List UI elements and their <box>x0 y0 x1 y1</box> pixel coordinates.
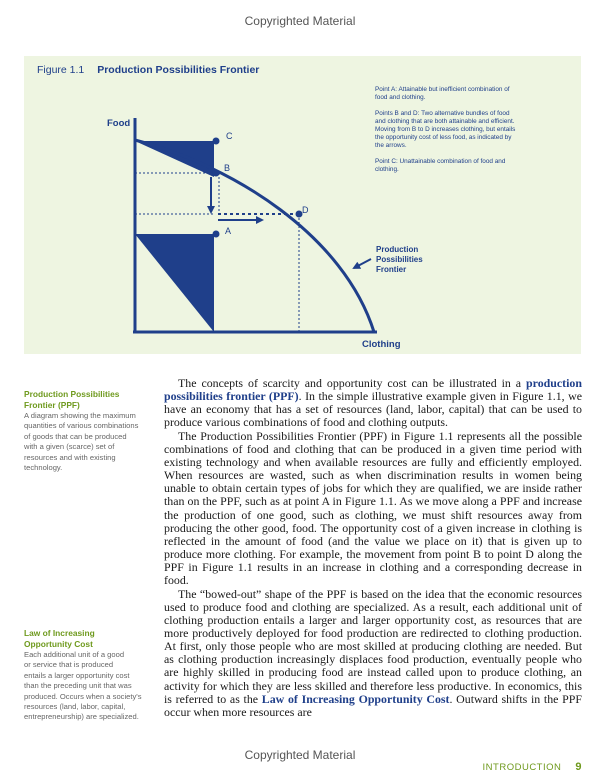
sidebar-definition-line: than the preceding unit that was <box>24 681 132 691</box>
y-axis-label: Food <box>107 118 131 129</box>
paragraph-3 <box>164 588 582 720</box>
p3-rest: . Outward shifts in the PPF occur when more resources are <box>164 691 583 719</box>
figure-number: Figure 1.1 <box>37 64 85 76</box>
sidebar-term-line: Production Possibilities <box>24 389 120 399</box>
footer-section: INTRODUCTION <box>482 762 562 773</box>
sidebar-term-line: Law of Increasing <box>24 628 95 638</box>
curve-label-line-3: Frontier <box>376 265 407 274</box>
watermark-top: Copyrighted Material <box>244 14 356 28</box>
point-a-label: A <box>225 226 232 236</box>
point-d-label: D <box>302 205 309 215</box>
curve-label-line-1: Production <box>376 245 419 254</box>
point-b-marker <box>213 170 220 177</box>
watermark-bottom: Copyrighted Material <box>244 748 356 762</box>
point-b-label: B <box>224 163 231 173</box>
note-point-c: Point C: Unattainable combination of food and clothing. <box>375 158 506 173</box>
term-ppf: production possibilities frontier (PPF) <box>164 376 582 404</box>
figure-name: Production Possibilities Frontier <box>97 64 260 76</box>
paragraph-2: The Production Possibilities Frontier (PPF) in Figure 1.1 represents all the possible combinations of food and clothing that can be produced in a given time period with existing technology and when available resources are fully and efficiently employed. When resources are wasted, such as when discrimination results in women being unable to obtain certain types of jobs for which they are qualified, we are inside rather than on the PPF, such as at point A in Figure 1.1. As we move along a PPF and increase the production of one good, such as clothing, we must shift resources away from producing the other good, food. The opportunity cost of a given increase in clothing is reflected in the amount of food (and the value we place on it) that is given up to produce more clothing. For example, the movement from point B to point D along the PPF in Figure 1.1 results in an increase in clothing and a corresponding decrease in food. <box>164 428 582 588</box>
point-c-label: C <box>226 131 233 141</box>
point-a-marker <box>213 231 220 238</box>
curve-label <box>376 245 425 274</box>
sidebar-definition-line: resources and with existing <box>24 452 116 462</box>
paragraph-1 <box>164 377 582 430</box>
sidebar-definition-line: produced. Occurs when a society's <box>24 691 142 701</box>
curve-label-line-2: Possibilities <box>376 255 423 264</box>
note-points-bd: Points B and D: Two alternative bundles of food and clothing that are both attainable and efficient. Moving from B to D increases clothing, but entails the opportunity cost of less food, as indicated by the arrows. <box>375 110 516 149</box>
sidebar-term-line: Opportunity Cost <box>24 639 93 649</box>
sidebar-definition-line: technology. <box>24 463 63 473</box>
figure-notes <box>375 86 520 182</box>
sidebar-definition-line: entails a larger opportunity cost <box>24 670 130 680</box>
term-law: Law of Increasing Opportunity Cost <box>261 691 450 706</box>
page-footer <box>483 761 582 773</box>
sidebar-definition-line: or service that is produced <box>24 660 114 670</box>
p1-rest: . In the simple illustrative example given in Figure 1.1, we have an economy that has a set of resources (land, labor, capital) that can be used to produce various combinations of food and clothing outputs. <box>164 389 582 430</box>
sidebar-definition-line: resources (land, labor, capital, <box>24 702 126 712</box>
figure-ppf <box>24 56 581 354</box>
sidebar-definition-line: of goods that can be produced <box>24 431 127 441</box>
sidebar-definition-line: with a given (scarce) set of <box>24 442 115 452</box>
sidebar-definition-ppf <box>24 389 144 473</box>
sidebar-definition-line: quantities of various combinations <box>24 421 139 431</box>
sidebar-definition-line: A diagram showing the maximum <box>24 411 136 420</box>
sidebar-definition-line: entrepreneurship) are specialized. <box>24 712 139 722</box>
curve-label-arrow <box>354 259 371 268</box>
note-point-a: Point A: Attainable but inefficient combination of food and clothing. <box>375 86 510 101</box>
p3-text: The “bowed-out” shape of the PPF is based on the idea that the economic resources used to produce food and clothing are specialized. As a result, each additional unit of clothing production entails a larger and larger opportunity cost, as resources that are more productively deployed for food production are redirected to clothing production. At first, only those people who are most skilled at producing clothing are needed. But as clothing production increasingly displaces food production, eventually people who are highly skilled in producing food are instead called upon to produce clothing, an activity for which they are less skilled and therefore less productive. In economics, this is referred to as the <box>164 586 582 706</box>
sidebar-definition-law <box>24 628 144 723</box>
triangle-upper <box>135 141 214 177</box>
sidebar-definition-line: Each additional unit of a good <box>24 650 125 659</box>
p1-text: The concepts of scarcity and opportunity cost can be illustrated in a <box>178 376 522 390</box>
sidebar-term-line: Frontier (PPF) <box>24 400 80 410</box>
x-axis-label: Clothing <box>362 339 401 350</box>
page-number: 9 <box>575 761 582 773</box>
body-text <box>164 377 582 719</box>
point-c-marker <box>213 138 220 145</box>
